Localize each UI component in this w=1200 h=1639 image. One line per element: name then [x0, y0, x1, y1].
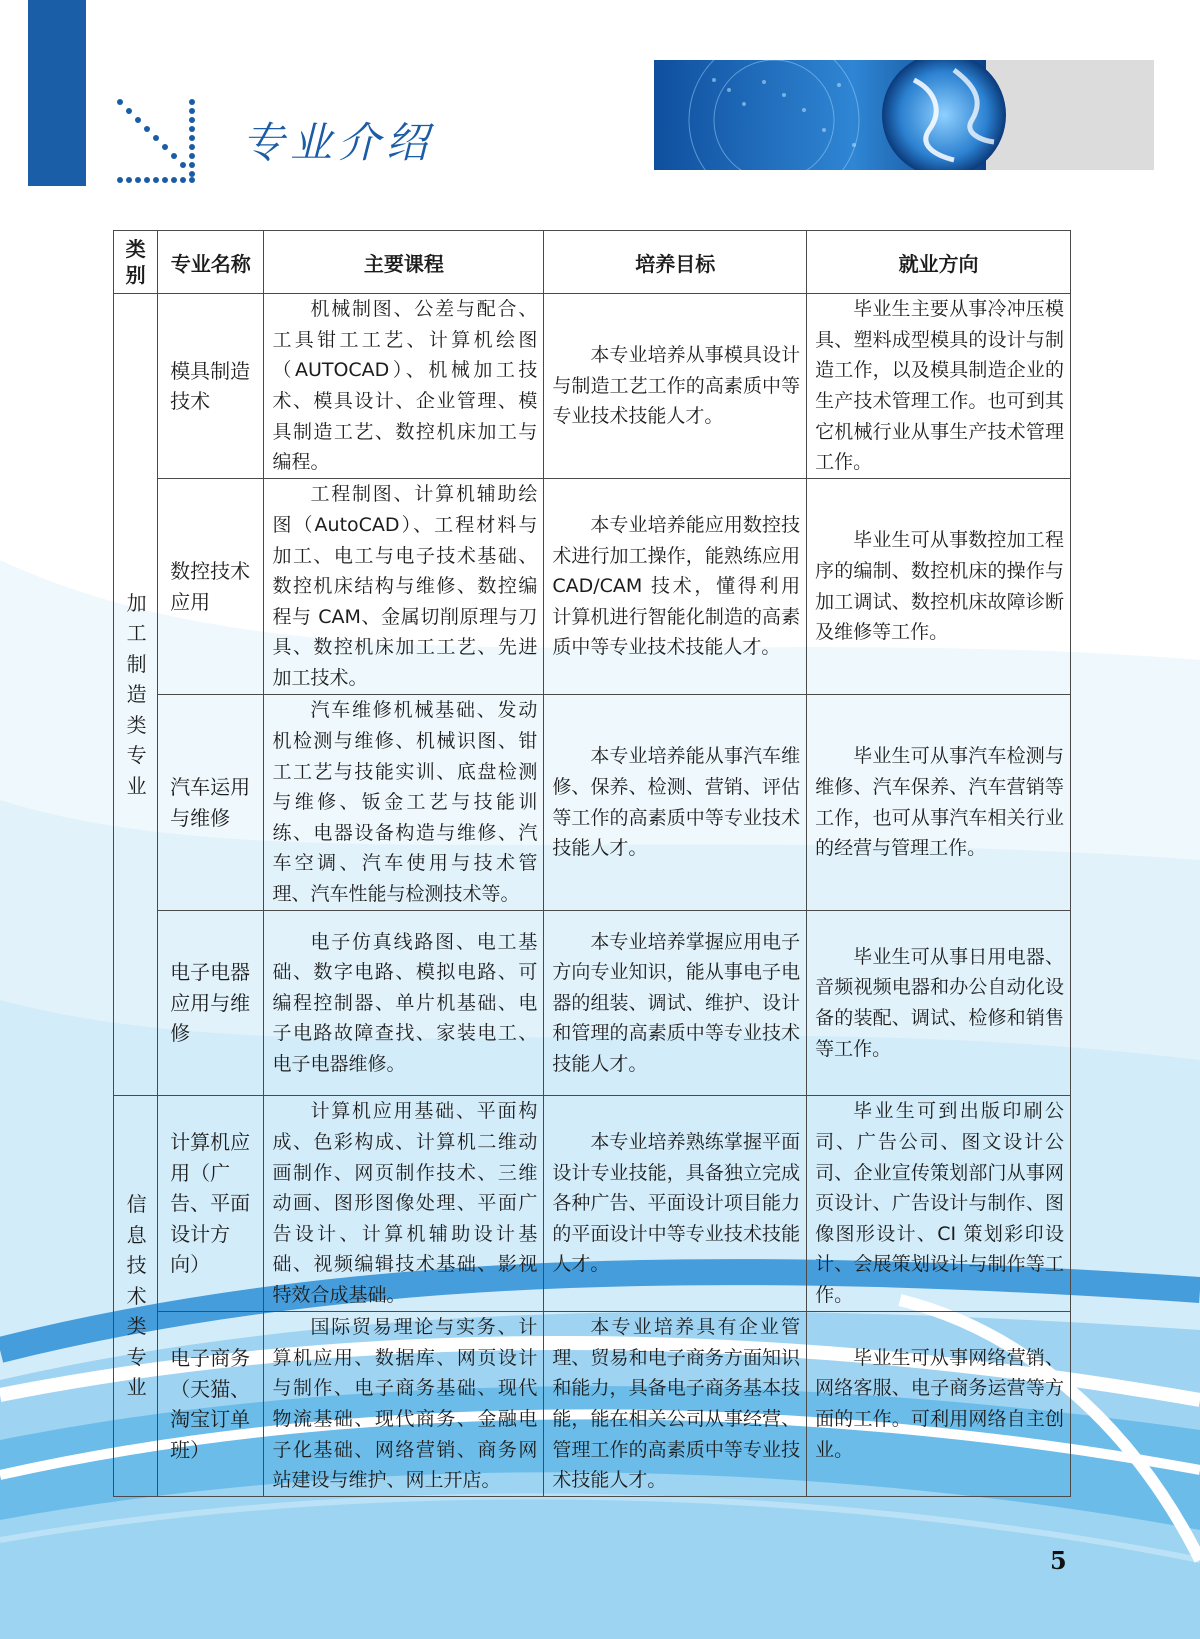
major-name-cell: 模具制造技术: [158, 294, 264, 479]
career-cell: 毕业生可到出版印刷公司、广告公司、图文设计公司、企业宣传策划部门从事网页设计、广告设计与制作、图像图形设计、CI 策划彩印设计、会展策划设计与制作等工作。: [807, 1096, 1071, 1312]
table-row: [114, 911, 1071, 1096]
career-cell: 毕业生可从事网络营销、网络客服、电子商务运营等方面的工作。可利用网络自主创业。: [807, 1312, 1071, 1497]
table-header-row: [114, 231, 1071, 294]
courses-cell: 国际贸易理论与实务、计算机应用、数据库、网页设计与制作、电子商务基础、现代物流基础、现代商务、金融电子化基础、网络营销、商务网站建设与维护、网上开店。: [264, 1312, 544, 1497]
header-accent-bar: [28, 0, 86, 186]
globe-banner: [654, 60, 1154, 170]
category-cell: 加工制造类专业: [114, 294, 158, 1096]
career-cell: 毕业生主要从事冷冲压模具、塑料成型模具的设计与制造工作，以及模具制造企业的生产技术管理工作。也可到其它机械行业从事生产技术管理工作。: [807, 294, 1071, 479]
header-career-direction: 就业方向: [807, 231, 1071, 294]
major-name-cell: 计算机应用（广告、平面设计方向）: [158, 1096, 264, 1312]
goal-cell: 本专业培养从事模具设计与制造工艺工作的高素质中等专业技术技能人才。: [544, 294, 807, 479]
major-name-cell: 电子电器应用与维修: [158, 911, 264, 1096]
courses-cell: 机械制图、公差与配合、工具钳工工艺、计算机绘图（AUTOCAD）、机械加工技术、模具设计、企业管理、模具制造工艺、数控机床加工与编程。: [264, 294, 544, 479]
header-main-courses: 主要课程: [264, 231, 544, 294]
table-row: [114, 479, 1071, 695]
career-cell: 毕业生可从事日用电器、音频视频电器和办公自动化设备的装配、调试、检修和销售等工作。: [807, 911, 1071, 1096]
goal-cell: 本专业培养能应用数控技术进行加工操作，能熟练应用 CAD/CAM 技术，懂得利用计算机进行智能化制造的高素质中等专业技术技能人才。: [544, 479, 807, 695]
header-training-goal: 培养目标: [544, 231, 807, 294]
career-cell: 毕业生可从事数控加工程序的编制、数控机床的操作与加工调试、数控机床故障诊断及维修等工作。: [807, 479, 1071, 695]
majors-table: [113, 230, 1071, 1497]
goal-cell: 本专业培养熟练掌握平面设计专业技能，具备独立完成各种广告、平面设计项目能力的平面设计中等专业技术技能人才。: [544, 1096, 807, 1312]
header-category: 类别: [114, 231, 158, 294]
dotted-arrow-icon: [112, 96, 208, 188]
goal-cell: 本专业培养掌握应用电子方向专业知识，能从事电子电器的组装、调试、维护、设计和管理的高素质中等专业技术技能人才。: [544, 911, 807, 1096]
major-name-cell: 数控技术应用: [158, 479, 264, 695]
courses-cell: 电子仿真线路图、电工基础、数字电路、模拟电路、可编程控制器、单片机基础、电子电路故障查找、家装电工、电子电器维修。: [264, 911, 544, 1096]
major-name-cell: 汽车运用与维修: [158, 695, 264, 911]
section-title: 专业介绍: [242, 118, 435, 167]
major-name-cell: 电子商务（天猫、淘宝订单班）: [158, 1312, 264, 1497]
career-cell: 毕业生可从事汽车检测与维修、汽车保养、汽车营销等工作，也可从事汽车相关行业的经营与管理工作。: [807, 695, 1071, 911]
category-cell: 信息技术类专业: [114, 1096, 158, 1497]
goal-cell: 本专业培养能从事汽车维修、保养、检测、营销、评估等工作的高素质中等专业技术技能人才。: [544, 695, 807, 911]
courses-cell: 汽车维修机械基础、发动机检测与维修、机械识图、钳工工艺与技能实训、底盘检测与维修、钣金工艺与技能训练、电器设备构造与维修、汽车空调、汽车使用与技术管理、汽车性能与检测技术等。: [264, 695, 544, 911]
courses-cell: 工程制图、计算机辅助绘图（AutoCAD）、工程材料与加工、电工与电子技术基础、数控机床结构与维修、数控编程与 CAM、金属切削原理与刀具、数控机床加工工艺、先进加工技术。: [264, 479, 544, 695]
table-row: [114, 1312, 1071, 1497]
page-number: 5: [1050, 1546, 1067, 1575]
goal-cell: 本专业培养具有企业管理、贸易和电子商务方面知识和能力，具备电子商务基本技能，能在相关公司从事经营、管理工作的高素质中等专业技术技能人才。: [544, 1312, 807, 1497]
courses-cell: 计算机应用基础、平面构成、色彩构成、计算机二维动画制作、网页制作技术、三维动画、图形图像处理、平面广告设计、计算机辅助设计基础、视频编辑技术基础、影视特效合成基础。: [264, 1096, 544, 1312]
table-row: [114, 1096, 1071, 1312]
table-row: [114, 695, 1071, 911]
table-row: [114, 294, 1071, 479]
header-major-name: 专业名称: [158, 231, 264, 294]
